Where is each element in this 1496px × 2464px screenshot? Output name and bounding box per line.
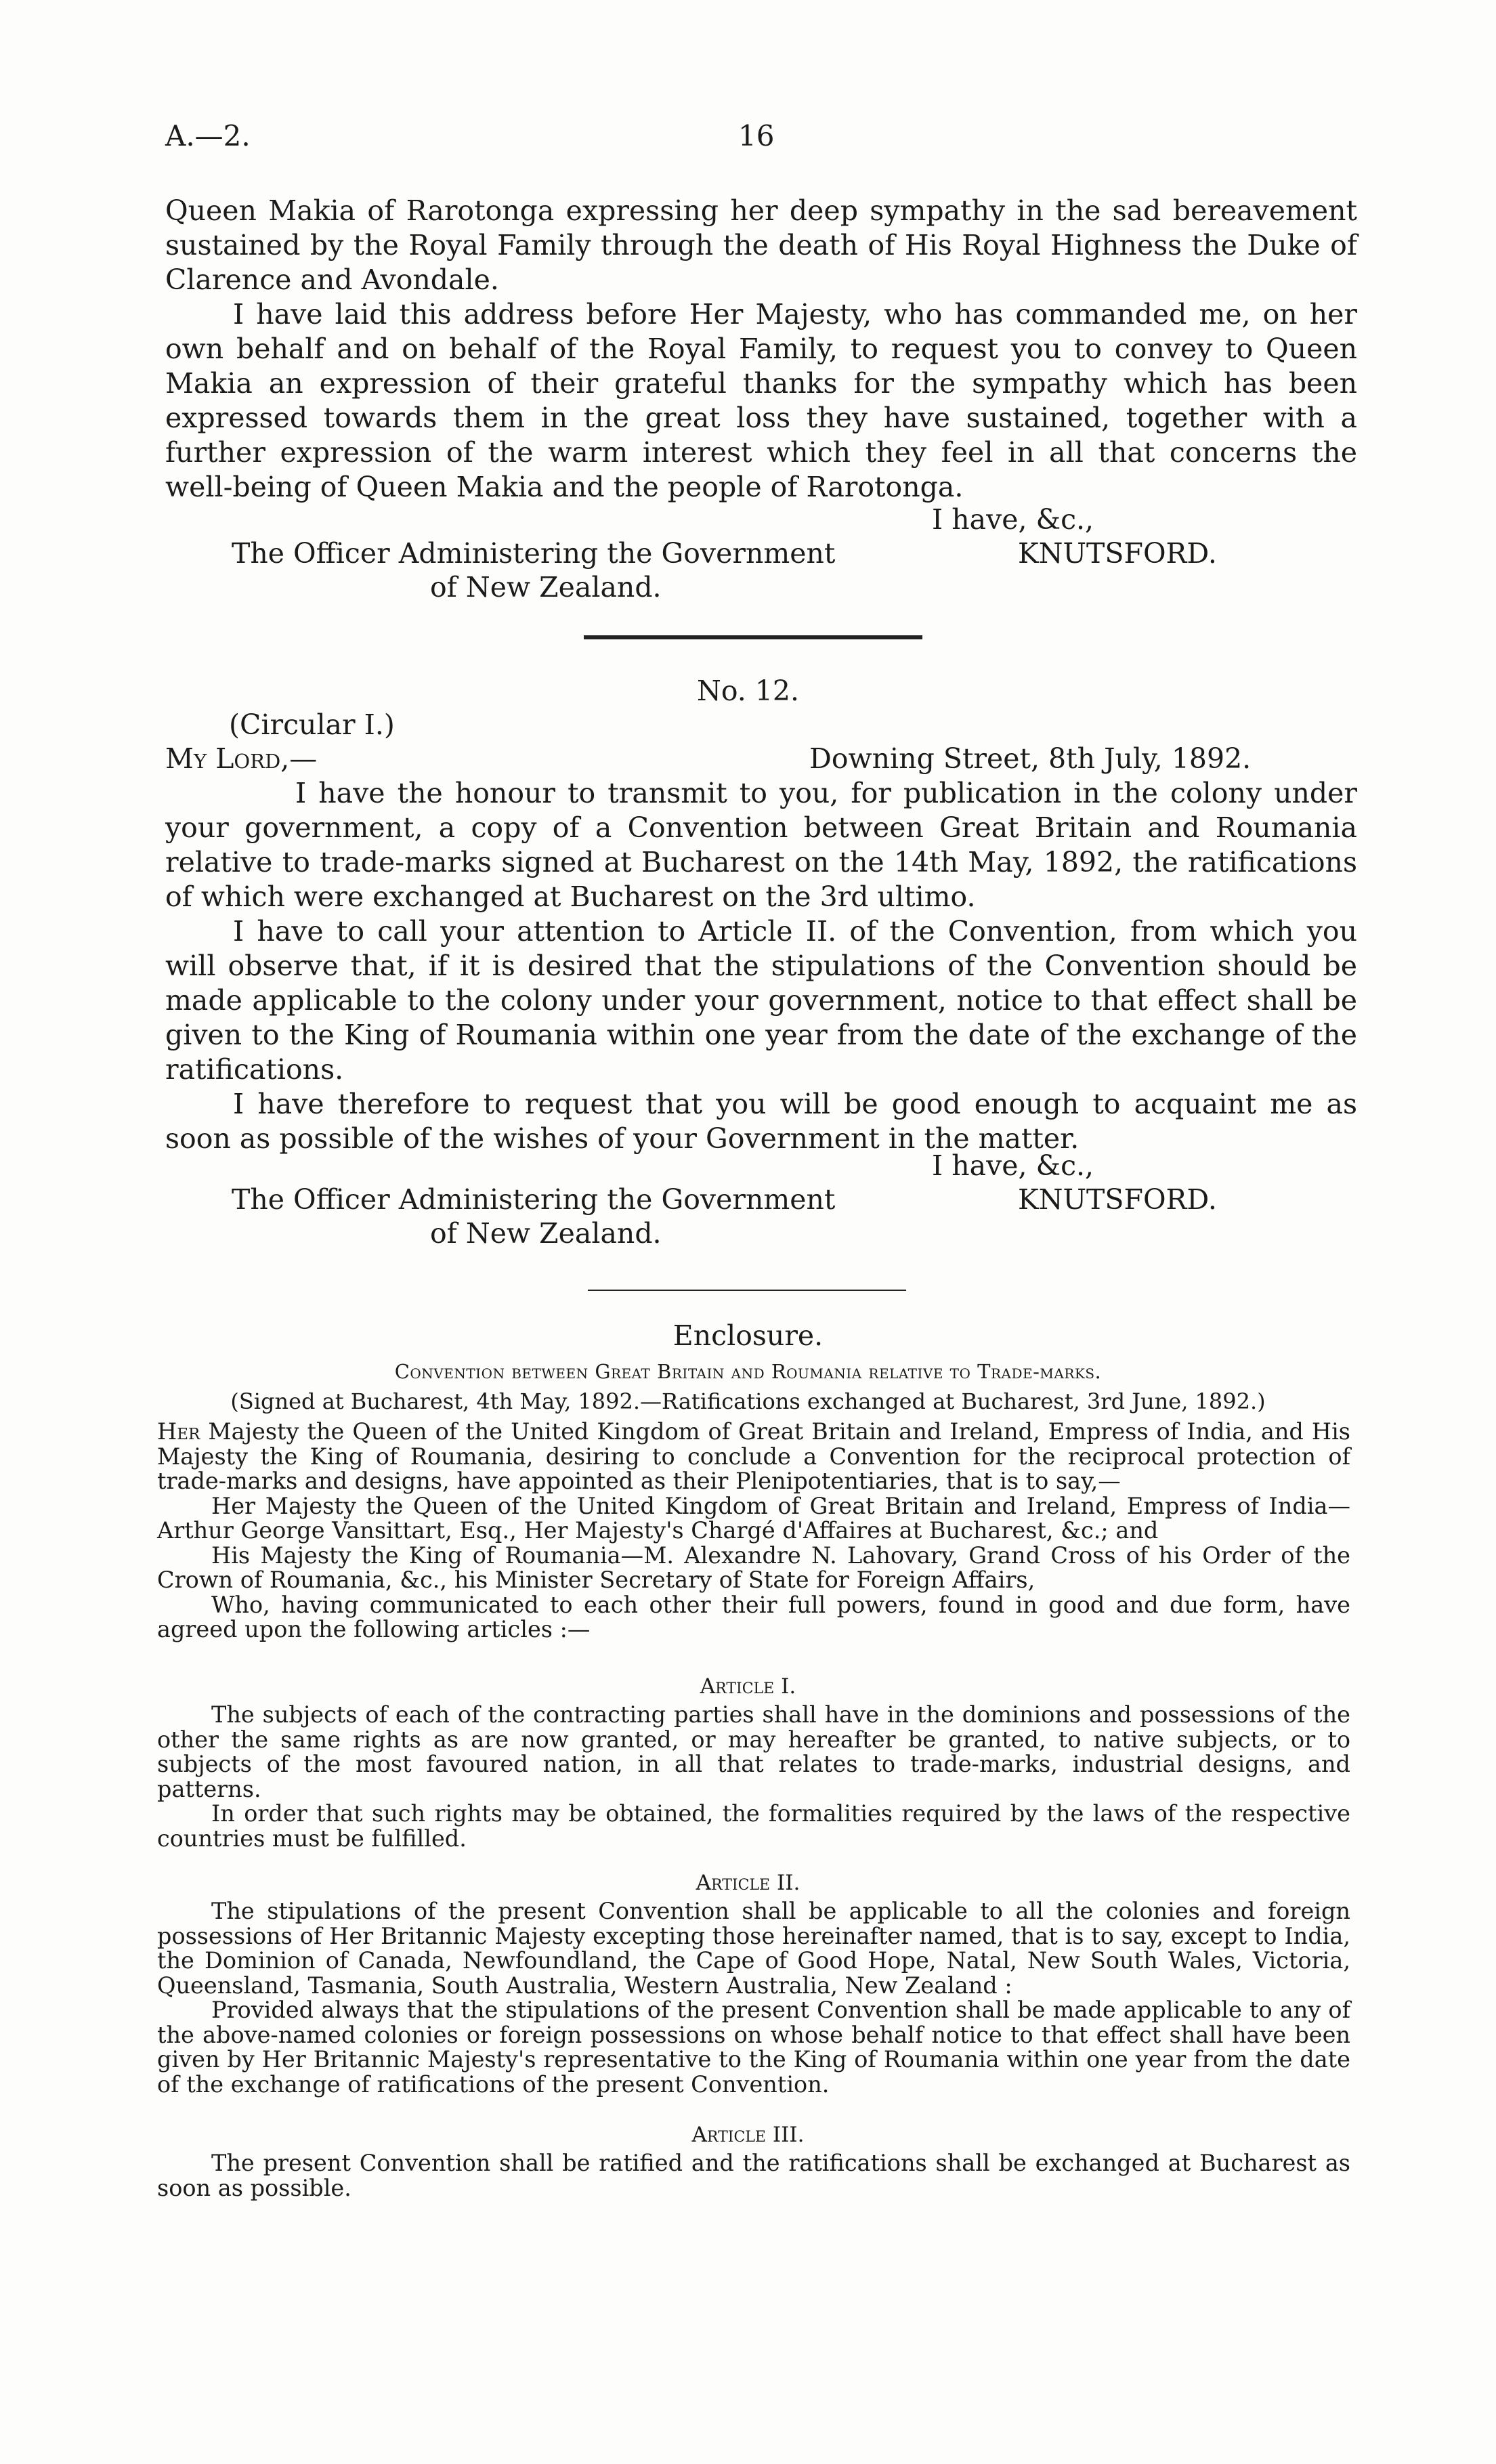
enclosure-heading: Enclosure. [672,1319,824,1352]
agreement-clause: Who, having communicated to each other their full powers, found in good and due form, have agreed upon the following articles :— [157,1591,1350,1642]
document-code: A.—2. [165,119,251,152]
letter-two-paragraph: I have the honour to transmit to you, for publication in the colony under your government, a copy of a Convention between Great Britain and Roumania relative to trade-marks signed at Bucharest on the 14th May, 1892, the ratifications of which were exchanged at Bucharest on the 3rd ultimo. [165,777,1357,913]
salutation: My Lord,— [165,742,318,775]
article-paragraph: Provided always that the stipulations of the present Convention shall be made applicable to any of the above-named colonies or foreign possessions on whose behalf notice to that effect shall have been given by Her Britannic Majesty's representative to the King of Roumania within one year from the date of the exchange of ratifications of the present Convention. [157,1997,1350,2098]
article-paragraph: The present Convention shall be ratified and the ratifications shall be exchanged at Bucharest as soon as possible. [157,2150,1350,2201]
article-one-body [157,1703,1350,1851]
letter-one-addressee-line2: of New Zealand. [430,571,662,603]
preamble-text: Majesty the Queen of the United Kingdom of Great Britain and Ireland, Empress of India, and His Majesty the King of Roumania, desiring to conclude a Convention for the reciprocal protection of trade-marks and designs, have appointed as their Plenipotentiaries, that is to say,— [157,1418,1350,1494]
letter-one-paragraph: Queen Makia of Rarotonga expressing her deep sympathy in the sad bereavement sustained by the Royal Family through the death of His Royal Highness the Duke of Clarence and Avondale. [165,194,1357,296]
letter-one-body [165,194,1357,505]
article-paragraph: In order that such rights may be obtained, the formalities required by the laws of the respective countries must be fulfilled. [157,1800,1350,1852]
article-two-body [157,1899,1350,2097]
letter-two-addressee-line2: of New Zealand. [430,1217,662,1250]
letter-two-closing: I have, &c., [932,1149,1094,1182]
letter-two-addressee: The Officer Administering the Government [232,1183,836,1216]
letter-two-paragraph: I have therefore to request that you will be good enough to acquaint me as soon as possible of the wishes of your Government in the matter. [165,1088,1357,1155]
article-three-body [157,2151,1350,2201]
preamble-paragraph [157,1420,1350,1494]
enclosure-preamble [157,1420,1350,1642]
letter-one-addressee: The Officer Administering the Government [232,537,836,570]
enclosure-divider [588,1290,906,1291]
letter-one-paragraph: I have laid this address before Her Majesty, who has commanded me, on her own behalf and on behalf of the Royal Family, to request you to convey to Queen Makia an expression of their grateful thanks for the sympathy which has been expressed towards them in the great loss they have sustained, together with a further expression of the warm interest which they feel in all that concerns the well-being of Queen Makia and the people of Rarotonga. [165,298,1357,503]
article-paragraph: The subjects of each of the contracting parties shall have in the dominions and possessions of the other the same rights as are now granted, or may hereafter be granted, to native subjects, or to subjects of the most favoured nation, in all that relates to trade-marks, industrial designs, and patterns. [157,1701,1350,1802]
article-one-heading: Article I. [700,1674,796,1699]
enclosure-title: Convention between Great Britain and Roumania relative to Trade-marks. [394,1360,1102,1383]
enclosure-subtitle: (Signed at Bucharest, 4th May, 1892.—Ratifications exchanged at Bucharest, 3rd June, 1892.) [230,1388,1266,1414]
article-two-heading: Article II. [696,1871,800,1895]
letter-two-signature: KNUTSFORD. [1018,1183,1217,1216]
plenipotentiary-one: Her Majesty the Queen of the United Kingdom of Great Britain and Ireland, Empress of India—Arthur George Vansittart, Esq., Her Majesty's Chargé d'Affaires at Bucharest, &c.; and [157,1492,1350,1544]
letter-two-paragraph: I have to call your attention to Article II. of the Convention, from which you will observe that, if it is desired that the stipulations of the Convention should be made applicable to the colony under your government, notice to that effect shall be given to the King of Roumania within one year from the date of the exchange of the ratifications. [165,915,1357,1086]
letter-one-closing: I have, &c., [932,503,1094,536]
article-three-heading: Article III. [691,2123,805,2147]
letter-number: No. 12. [696,675,800,707]
letter-one-signature: KNUTSFORD. [1018,537,1217,570]
circular-label: (Circular I.) [229,708,395,741]
dateline: Downing Street, 8th July, 1892. [809,742,1252,775]
letter-two-body [165,776,1357,1156]
article-paragraph: The stipulations of the present Convention shall be applicable to all the colonies and foreign possessions of Her Britannic Majesty excepting those hereinafter named, that is to say, except to India, the Dominion of Canada, Newfoundland, the Cape of Good Hope, Natal, New South Wales, Victoria, Queensland, Tasmania, South Australia, Western Australia, New Zealand : [157,1898,1350,1999]
page-number: 16 [738,119,775,152]
preamble-lead: Her [157,1418,200,1445]
section-divider [584,635,922,639]
plenipotentiary-two: His Majesty the King of Roumania—M. Alexandre N. Lahovary, Grand Cross of his Order of the Crown of Roumania, &c., his Minister Secretary of State for Foreign Affairs, [157,1542,1350,1593]
